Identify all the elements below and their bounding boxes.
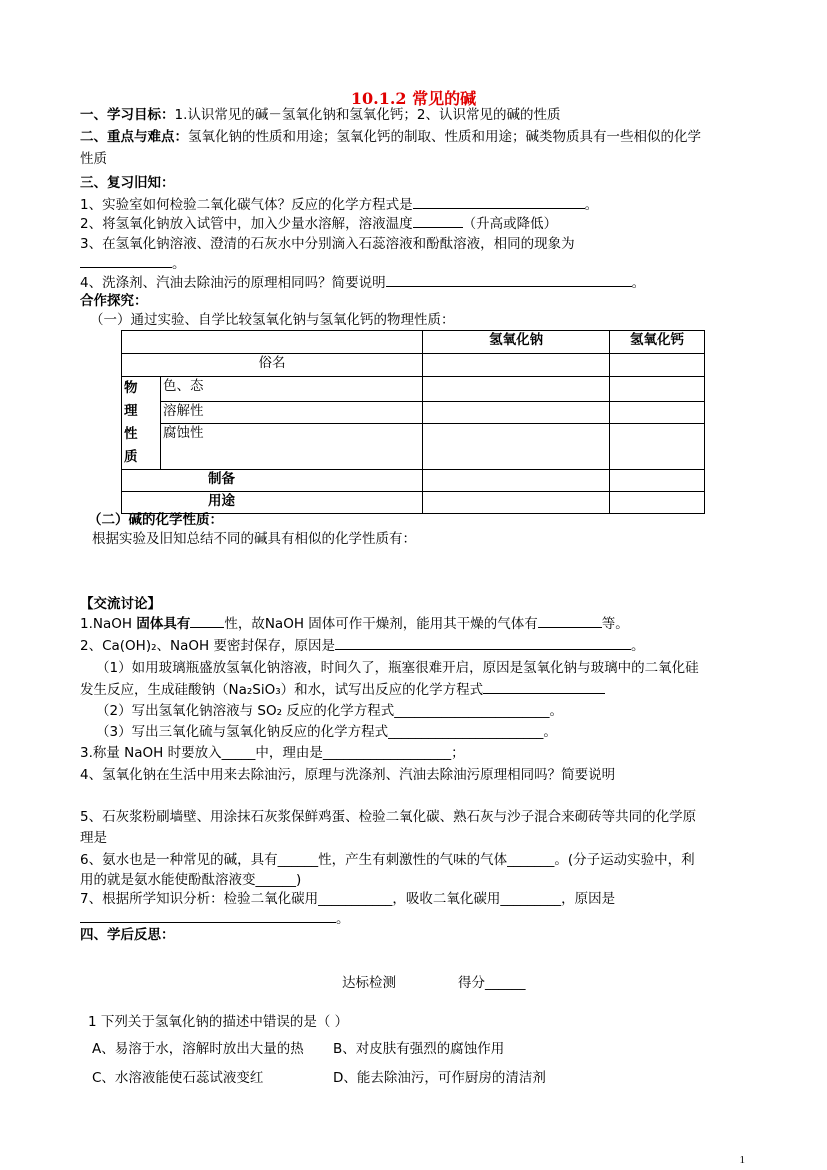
- table-cell[interactable]: [610, 402, 705, 424]
- focus-heading: 二、重点与难点：: [80, 129, 188, 145]
- score-label: 得分: [458, 975, 485, 991]
- table-cell[interactable]: [610, 492, 705, 514]
- d6-blank2[interactable]: _______: [507, 852, 555, 868]
- review-q4-end: 。: [631, 275, 646, 291]
- review-q1-text: 1、实验室如何检验二氧化碳气体？反应的化学方程式是: [80, 197, 413, 213]
- d2-2-end: 。: [549, 703, 564, 719]
- d2-3-text: （3）写出三氧化硫与氢氧化钠反应的化学方程式: [96, 724, 389, 740]
- coop-sub2: （二）碱的化学性质：: [88, 512, 223, 528]
- focus-text-cont: 性质: [80, 151, 107, 167]
- test-q1: 1 下列关于氢氧化钠的描述中错误的是（ ）: [88, 1014, 349, 1030]
- d7-blank2[interactable]: _________: [500, 891, 562, 907]
- row-label-corrosive: 腐蚀性: [161, 424, 423, 470]
- review-q3: 3、在氢氧化钠溶液、澄清的石灰水中分别滴入石蕊溶液和酚酞溶液，相同的现象为: [80, 236, 575, 252]
- row-label-alias: 俗名: [122, 354, 423, 377]
- d3-text: 3.称量 NaOH 时要放入: [80, 745, 222, 761]
- coop-sub2-text: 根据实验及旧知总结不同的碱具有相似的化学性质有：: [92, 531, 416, 547]
- d7-text2: ，吸收二氧化碳用: [392, 891, 501, 907]
- discuss-d5b: [80, 828, 107, 848]
- table-header-naoh: 氢氧化钠: [423, 331, 610, 354]
- discuss-d7: [80, 889, 615, 909]
- row-label-prep: 制备: [122, 470, 423, 492]
- answer-blank[interactable]: [335, 636, 631, 650]
- test-score: [458, 973, 526, 993]
- discuss-d5a: 5、石灰浆粉刷墙壁、用涂抹石灰浆保鲜鸡蛋、检验二氧化碳、熟石灰与沙子混合来砌砖等共同的化学原: [80, 809, 697, 825]
- d2-2-blank[interactable]: _______________________: [394, 703, 550, 719]
- d3-blank2[interactable]: ___________________: [322, 745, 452, 761]
- table-cell[interactable]: [610, 354, 705, 377]
- answer-blank[interactable]: [413, 214, 463, 228]
- goals-text: 1.认识常见的碱－氢氧化钠和氢氧化钙；2、认识常见的碱的性质: [174, 107, 561, 123]
- d2-3-blank[interactable]: _______________________: [388, 724, 544, 740]
- answer-blank[interactable]: [80, 254, 172, 268]
- d1-text: 1.NaOH: [80, 616, 137, 632]
- label-char: 物: [124, 380, 138, 396]
- discuss-d2-3: [96, 722, 557, 742]
- table-cell[interactable]: [423, 402, 610, 424]
- d1-text2: 性，故NaOH 固体可作干燥剂，能用其干燥的气体有: [224, 616, 538, 632]
- discuss-d2-1b: [80, 680, 605, 700]
- row-label-solubility: 溶解性: [161, 402, 423, 424]
- property-table: [121, 330, 705, 514]
- discuss-d1: [80, 614, 629, 634]
- d7-text: 7、根据所学知识分析：检验二氧化碳用: [80, 891, 319, 907]
- label-char: 性: [124, 426, 138, 442]
- review-q2-text: 2、将氢氧化钠放入试管中，加入少量水溶解，溶液温度: [80, 216, 413, 232]
- d7-end: 。: [336, 911, 350, 927]
- d6-end: ): [296, 872, 302, 888]
- reflect-heading: 四、学后反思：: [80, 927, 175, 943]
- table-cell[interactable]: [610, 470, 705, 492]
- answer-blank[interactable]: [386, 273, 632, 287]
- review-q4: [80, 273, 645, 293]
- table-cell[interactable]: [610, 424, 705, 470]
- d7-text3: ，原因是: [561, 891, 616, 907]
- label-char: 理: [124, 403, 138, 419]
- d6-text4: 用的就是氨水能使酚酞溶液变: [80, 872, 256, 888]
- d2-text: 2、Ca(OH)₂、NaOH 要密封保存，原因是: [80, 638, 335, 654]
- d7-blank1[interactable]: ___________: [318, 891, 393, 907]
- option-b[interactable]: B、对皮肤有强烈的腐蚀作用: [333, 1041, 505, 1057]
- review-q2: [80, 214, 557, 234]
- d2-1b-text: 发生反应，生成硅酸钠（Na₂SiO₃）和水，试写出反应的化学方程式: [80, 682, 484, 698]
- table-cell[interactable]: [423, 354, 610, 377]
- d3-text2: 中，理由是: [255, 745, 323, 761]
- d2-end: 。: [630, 638, 645, 654]
- table-header-caoh2: 氢氧化钙: [610, 331, 705, 354]
- review-q1: [80, 195, 598, 215]
- table-cell[interactable]: [610, 377, 705, 402]
- table-header-empty: [122, 331, 423, 354]
- answer-blank[interactable]: [190, 614, 224, 628]
- option-c[interactable]: C、水溶液能使石蕊试液变红: [92, 1070, 264, 1086]
- discuss-d6: [80, 850, 695, 870]
- d3-end: ；: [451, 745, 465, 761]
- answer-blank[interactable]: [80, 909, 336, 923]
- table-cell[interactable]: [423, 470, 610, 492]
- score-blank[interactable]: ______: [485, 975, 526, 991]
- test-label: 达标检测: [342, 975, 396, 991]
- review-q3-answer: [80, 254, 186, 274]
- review-q1-end: 。: [584, 197, 599, 213]
- d1-end: 等。: [601, 616, 629, 632]
- label-char: 质: [124, 449, 138, 465]
- coop-sub1: （一）通过实验、自学比较氢氧化钠与氢氧化钙的物理性质：: [90, 312, 455, 328]
- page-title: 10.1.2 常见的碱: [350, 89, 477, 108]
- discuss-d2-1a: （1）如用玻璃瓶盛放氢氧化钠溶液，时间久了，瓶塞很难开启，原因是氢氧化钠与玻璃中的二氧化硅: [96, 660, 699, 676]
- d6-text3: 。(分子运动实验中，利: [554, 852, 695, 868]
- answer-blank[interactable]: [413, 195, 585, 209]
- table-cell[interactable]: [423, 377, 610, 402]
- table-cell[interactable]: [423, 424, 610, 470]
- focus-text: 氢氧化钠的性质和用途；氢氧化钙的制取、性质和用途；碱类物质具有一些相似的化学: [188, 129, 701, 145]
- option-a[interactable]: A、易溶于水，溶解时放出大量的热: [92, 1041, 304, 1057]
- d2-2-text: （2）写出氢氧化钠溶液与 SO₂ 反应的化学方程式: [96, 703, 395, 719]
- answer-blank[interactable]: [538, 614, 602, 628]
- d2-3-end: 。: [543, 724, 557, 740]
- discuss-d6-cont: [80, 870, 301, 890]
- option-d[interactable]: D、能去除油污，可作厨房的清洁剂: [333, 1070, 546, 1086]
- d6-blank3[interactable]: ______: [255, 872, 296, 888]
- review-heading: 三、复习旧知：: [80, 175, 175, 191]
- review-q3-end: 。: [172, 256, 186, 272]
- d5b-text: 理是: [80, 830, 107, 846]
- discuss-d2: [80, 636, 644, 656]
- d6-blank1[interactable]: ______: [277, 852, 319, 868]
- coop-heading: 合作探究：: [80, 293, 148, 309]
- learning-goals: [80, 105, 560, 125]
- d1-bold: 固体具有: [136, 616, 191, 632]
- table-cell[interactable]: [423, 492, 610, 514]
- discuss-heading: 【交流讨论】: [80, 596, 161, 612]
- d6-text: 6、氨水也是一种常见的碱，具有: [80, 852, 278, 868]
- focus-difficulty: [80, 127, 701, 147]
- physical-property-label: [122, 377, 161, 470]
- page-number: 1: [739, 1154, 745, 1166]
- row-label-use: 用途: [122, 492, 423, 514]
- review-q2-hint: （升高或降低）: [462, 216, 558, 232]
- review-q4-text: 4、洗涤剂、汽油去除油污的原理相同吗？简要说明: [80, 275, 386, 291]
- goals-heading: 一、学习目标：: [80, 107, 175, 123]
- d6-text2: 性，产生有刺激性的气味的气体: [318, 852, 508, 868]
- discuss-d4: 4、氢氧化钠在生活中用来去除油污，原理与洗涤剂、汽油去除油污原理相同吗？简要说明: [80, 767, 616, 783]
- row-label-color-state: 色、态: [161, 377, 423, 402]
- discuss-d3: [80, 743, 465, 763]
- answer-blank[interactable]: [483, 680, 605, 694]
- discuss-d2-2: [96, 701, 563, 721]
- d3-blank1[interactable]: _____: [221, 745, 256, 761]
